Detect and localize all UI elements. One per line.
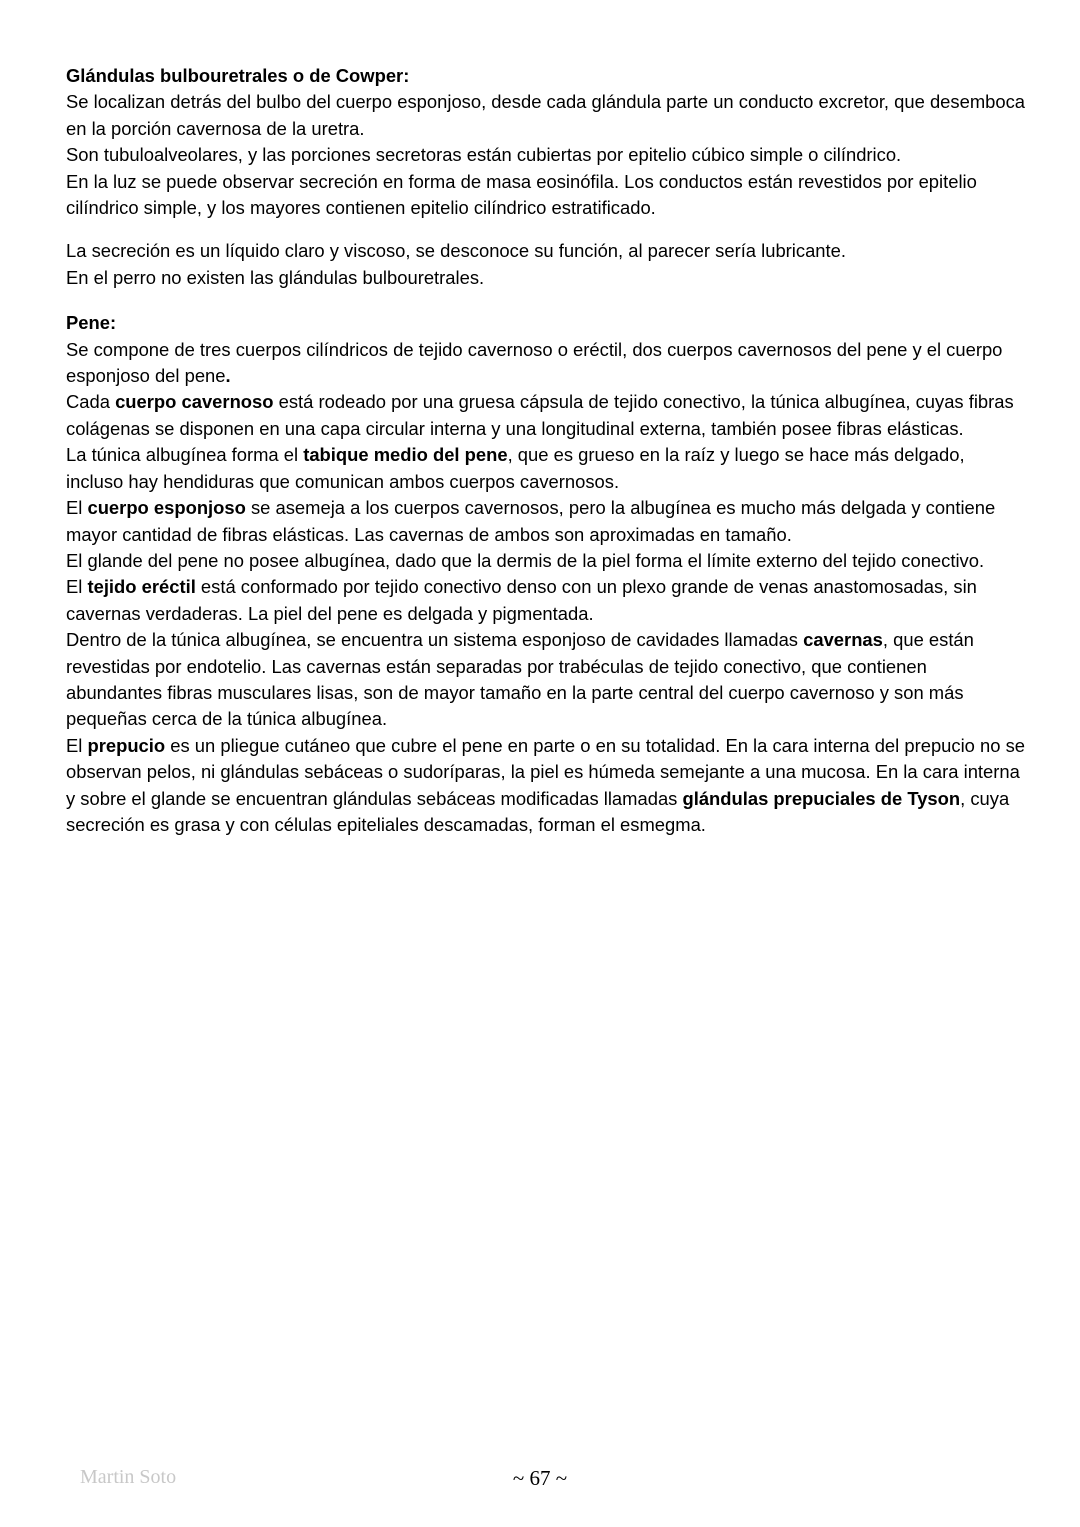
text-run: El <box>66 497 88 519</box>
text-run: está rodeado por una gruesa cápsula de tejido conectivo, la túnica albugínea, cuyas fibras colágenas se disponen en una capa circular interna y una longitudinal externa, también posee fibras elásticas. <box>66 391 1014 439</box>
text-run: está conformado por tejido conectivo denso con un plexo grande de venas anastomosadas, sin cavernas verdaderas. La piel del pene es delgada y pigmentada. <box>66 576 977 624</box>
text-run: , que es grueso en la raíz y luego se hace más delgado, incluso hay hendiduras que comunican ambos cuerpos cavernosos. <box>66 444 965 492</box>
paragraph <box>66 574 1026 627</box>
text-run: , cuya secreción es grasa y con células epiteliales descamadas, forman el esmegma. <box>66 787 1010 835</box>
paragraph <box>66 495 1026 548</box>
bold-term: cuerpo esponjoso <box>87 497 246 519</box>
text-run: El <box>66 734 88 756</box>
bold-term: glándulas prepuciales de Tyson <box>682 787 961 809</box>
text-run: , que están revestidas por endotelio. Las cavernas están separadas por trabéculas de tejido conectivo, que contienen abundantes fibras musculares lisas, son de mayor tamaño en la parte central del cuerpo cavernoso y son más pequeñas cerca de la túnica albugínea. <box>66 629 974 730</box>
paragraph <box>66 442 1026 495</box>
text-run: La túnica albugínea forma el <box>66 444 304 466</box>
paragraph: La secreción es un líquido claro y viscoso, se desconoce su función, al parecer sería lubricante. <box>66 240 846 262</box>
page-number: ~ 67 ~ <box>512 1466 568 1490</box>
paragraph <box>66 733 1026 839</box>
text-run: El <box>66 576 88 598</box>
paragraph <box>66 337 1026 390</box>
paragraph <box>66 627 1026 733</box>
section-title-cowper: Glándulas bulbouretrales o de Cowper: <box>66 65 410 86</box>
text-run: Se compone de tres cuerpos cilíndricos de tejido cavernoso o eréctil, dos cuerpos cavernosos del pene y el cuerpo esponjoso del pene <box>66 338 1003 387</box>
text-run: Cada <box>66 391 116 413</box>
bold-term: cuerpo cavernoso <box>115 391 274 413</box>
text-run: Dentro de la túnica albugínea, se encuentra un sistema esponjoso de cavidades llamadas <box>66 629 804 651</box>
text-run: se asemeja a los cuerpos cavernosos, pero la albugínea es mucho más delgada y contiene mayor cantidad de fibras elásticas. Las cavernas de ambos son aproximadas en tamaño. <box>66 497 996 545</box>
paragraph: El glande del pene no posee albugínea, dado que la dermis de la piel forma el límite externo del tejido conectivo. <box>66 549 985 571</box>
bold-text: . <box>225 365 231 387</box>
spacer <box>66 291 1026 310</box>
footer-author: Martin Soto <box>80 1466 177 1488</box>
paragraph: Se localizan detrás del bulbo del cuerpo esponjoso, desde cada glándula parte un conducto excretor, que desemboca en la porción cavernosa de la uretra. <box>66 91 1026 139</box>
document-body <box>66 63 1026 838</box>
paragraph: Son tubuloalveolares, y las porciones secretoras están cubiertas por epitelio cúbico simple o cilíndrico. <box>66 144 902 166</box>
spacer <box>66 221 1026 238</box>
paragraph: En el perro no existen las glándulas bulbouretrales. <box>66 266 485 288</box>
section-title-pene: Pene: <box>66 312 117 334</box>
bold-term: cavernas <box>803 629 883 651</box>
text-run: es un pliegue cutáneo que cubre el pene en parte o en su totalidad. En la cara interna del prepucio no se observan pelos, ni glándulas sebáceas o sudoríparas, la piel es húmeda semejante a una mucosa. En la cara interna y sobre el glande se encuentran glándulas sebáceas modificadas llamadas <box>66 734 1026 809</box>
bold-term: tejido eréctil <box>87 576 196 598</box>
paragraph <box>66 389 1026 442</box>
bold-term: tabique medio del pene <box>303 444 508 466</box>
bold-term: prepucio <box>87 734 166 756</box>
paragraph: En la luz se puede observar secreción en forma de masa eosinófila. Los conductos están revestidos por epitelio cilíndrico simple, y los mayores contienen epitelio cilíndrico estratificado. <box>66 170 977 219</box>
